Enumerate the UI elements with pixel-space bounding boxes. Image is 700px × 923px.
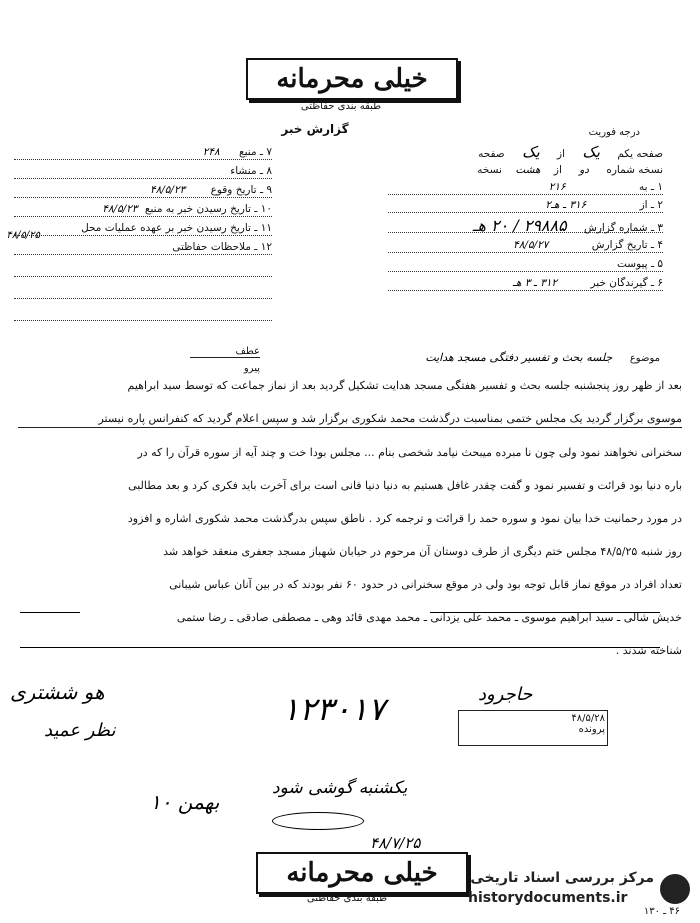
field-recipients: ۶ ـ گیرندگان خبر ۳۱۲ ـ ۳ هـ [388,277,663,291]
report-title: گزارش خبر [281,122,349,136]
top-classification-stamp: خیلی محرمانه [246,58,458,100]
top-classification-sub: طبقه بندی حفاظتی [300,101,382,112]
field-from: ۲ ـ از ۳۱۶ ـ هـ۲ [388,199,663,213]
body-line: بعد از ظهر روز پنجشنبه جلسه بحث و تفسیر هفتگی مسجد هدایت تشکیل گردید بعد از نماز جماعت که توسط سید ابراهیم [127,379,682,392]
field-page: صفحه یکم یک از یک صفحه [478,143,663,161]
handwritten-note-right-3: ۱۰ بهمن [150,790,220,814]
archive-number: ۱۲۳۰۱۷ [282,690,386,728]
bottom-classification-stamp: خیلی محرمانه [256,852,468,894]
field-security-notes: ۱۲ ـ ملاحظات حفاظتی [14,241,272,255]
field-report-date: ۴ ـ تاریخ گزارش ۴۸/۵/۲۷ [388,239,663,253]
page-code: ۴۶ ـ ۱۳۰ [643,906,680,917]
body-line: موسوی برگزار گردید یک مجلس ختمی بمناسبت درگذشت محمد شکوری برگزار شد و سپس اعلام گردید که کنفرانس پاره نیستر [18,411,682,428]
body-line: در مورد رحمانیت خدا بیان نمود و سوره حمد را قرائت و ترجمه کرد . ناطق سپس بدرگذشت محمد شکوری اشاره و افزود [127,512,682,525]
field-to: ۱ ـ به ۲۱۶ [388,181,663,195]
body-line: شناخته شدند . [615,644,682,657]
field-origin: ۸ ـ منشاء [14,165,272,179]
body-line: تعداد افراد در موقع نماز قابل توجه بود ولی در موقع سخنرانی در حدود ۶۰ نفر بودند که در بین آنان عباس شیبانی [169,578,682,591]
field-ops-received: ۱۱ ـ تاریخ رسیدن خبر بر عهده عملیات محل [14,222,272,236]
stamp-box-line: پرونده [578,724,605,735]
date-stamp-box [458,710,608,746]
bottom-classification-sub: طبقه بندی حفاظتی [306,893,388,904]
field-source: ۷ ـ منبع ۲۴۸ [14,146,272,160]
peyro-label: پیرو [243,363,260,374]
body-line: خدیش شالی ـ سید ابراهیم موسوی ـ محمد علی یزدانی ـ محمد مهدی قائد وهی ـ مصطفی صادقی ـ رضا ستمی [176,611,682,624]
field-source-received: ۱۰ ـ تاریخ رسیدن خبر به منبع ۴۸/۵/۲۳ [14,203,272,217]
handwritten-note-right-1: حاجرود [478,684,533,705]
field-copy: نسخه شماره دو از هشت نسخه [477,164,663,176]
blank-line-3 [14,307,272,321]
handwritten-note-right-2: یکشنبه گوشی شود [272,778,408,798]
body-line: روز شنبه ۴۸/۵/۲۵ مجلس ختم دیگری از طرف دوستان آن مرحوم در حیابان شهباز مسجد جعفری منعقد خواهد شد [163,545,682,558]
handwritten-note-left-1: هو ششتری [10,680,105,704]
field-ops-received-value: ۴۸/۵/۲۵ [6,230,40,241]
field-event-date: ۹ ـ تاریخ وقوع ۴۸/۵/۲۳ [14,184,272,198]
underline-mark [20,647,660,648]
field-attachment: ۵ ـ پیوست [388,258,663,272]
bottom-date: ۴۸/۷/۲۵ [370,834,421,852]
atf-label: عطف [190,346,260,358]
body-line: باره دنیا بود قرائت و تفسیر نمود و گفت چقدر غافل هستیم به دنیا دنیا فانی است برای آخرت باید فکری کرد و بعد مطالبی [128,479,682,492]
body-line: سخنرانی نخواهند نمود ولی چون نا مبرده میبحث نیامد شخصی بنام ... مجلس بودا خت و چند آیه از سوره قرآن را که در [137,446,682,459]
stamp-box-line: ۴۸/۵/۲۸ [571,713,605,724]
archive-logo-icon [660,874,690,904]
report-body [18,378,682,659]
subject-value: جلسه بحث و تفسیر دفتگی مسجد هدایت [425,351,613,364]
handwritten-scribble [272,812,364,830]
subject-label: موضوع [629,353,660,364]
left-fields [14,140,272,321]
right-fields [388,140,663,291]
blank-line-2 [14,285,272,299]
subject-line [300,350,660,367]
field-report-number: ۳ ـ شماره گزارش ۲۹۸۸۵ / ۲۰ هـ [388,219,663,233]
urgency-label: درجه فوریت [588,127,640,138]
underline-mark [20,612,80,613]
watermark-title: مرکز بررسی اسناد تاریخی [470,870,654,886]
blank-line-1 [14,263,272,277]
watermark-url: historydocuments.ir [468,890,628,906]
underline-mark [430,612,660,613]
handwritten-note-left-2: نظر عمید [44,720,116,741]
